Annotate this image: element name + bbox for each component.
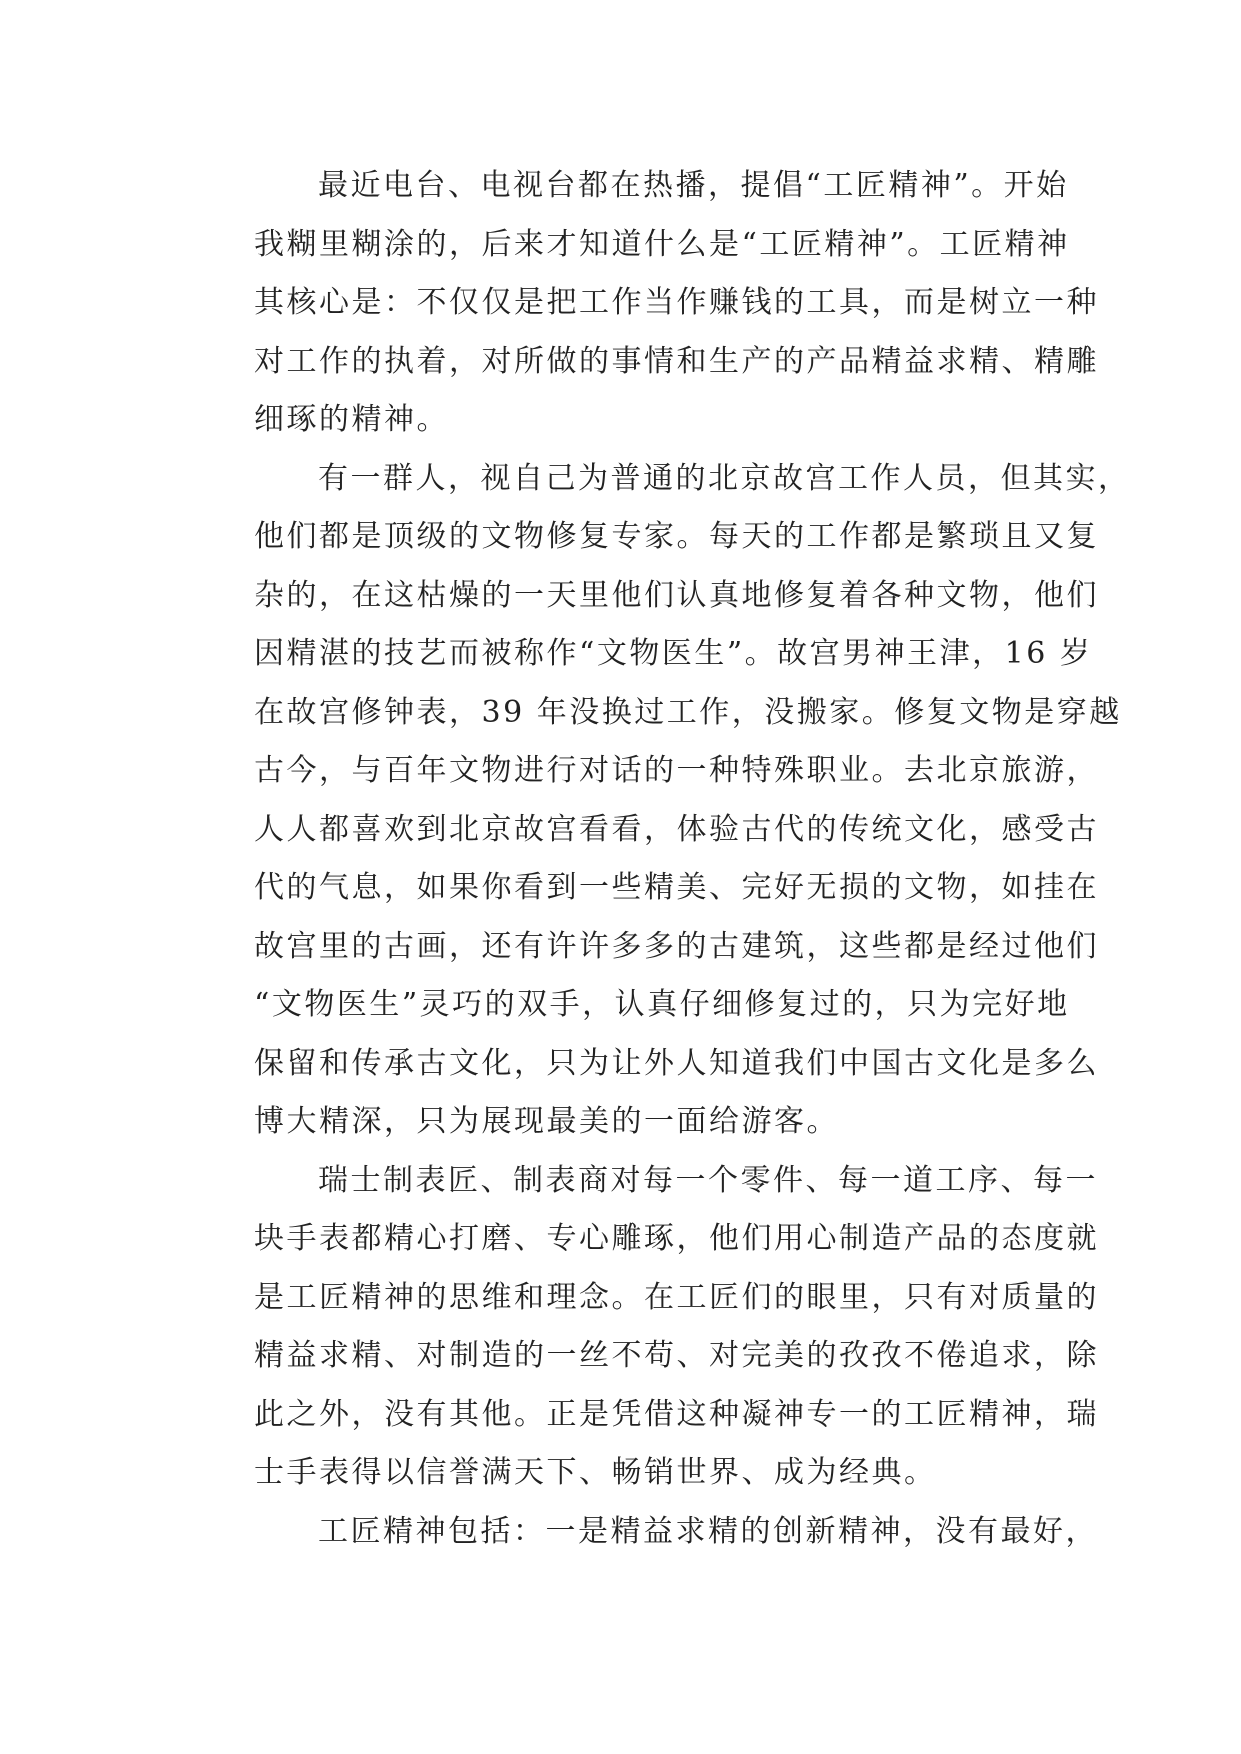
paragraph-1 <box>190 157 1099 450</box>
paragraph-4 <box>190 1503 1098 1562</box>
text-line: 精益求精、对制造的一丝不苟、对完美的孜孜不倦追求，除 <box>254 1338 1099 1373</box>
text-line: “文物医生”灵巧的双手，认真仔细修复过的，只为完好地 <box>254 987 1070 1022</box>
text-line: 人人都喜欢到北京故宫看看，体验古代的传统文化，感受古 <box>254 811 1099 847</box>
text-line: 我糊里糊涂的，后来才知道什么是“工匠精神”。工匠精神 <box>254 226 1070 262</box>
text-line: 最近电台、电视台都在热播，提倡“工匠精神”。开始 <box>318 168 1069 203</box>
text-line: 在故宫修钟表，39 年没换过工作，没搬家。修复文物是穿越 <box>254 694 1122 730</box>
text-line: 细琢的精神。 <box>254 402 449 437</box>
text-line: 杂的，在这枯燥的一天里他们认真地修复着各种文物，他们 <box>254 577 1099 613</box>
text-line: 瑞士制表匠、制表商对每一个零件、每一道工序、每一 <box>318 1162 1098 1198</box>
text-line: 古今，与百年文物进行对话的一种特殊职业。去北京旅游， <box>254 753 1099 788</box>
text-line: 因精湛的技艺而被称作“文物医生”。故宫男神王津，16 岁 <box>254 636 1093 671</box>
text-line: 保留和传承古文化，只为让外人知道我们中国古文化是多么 <box>254 1045 1099 1081</box>
text-line: 士手表得以信誉满天下、畅销世界、成为经典。 <box>254 1455 937 1490</box>
paragraph-3 <box>190 1152 1099 1503</box>
text-line: 是工匠精神的思维和理念。在工匠们的眼里，只有对质量的 <box>254 1279 1099 1315</box>
text-line: 块手表都精心打磨、专心雕琢，他们用心制造产品的态度就 <box>254 1221 1099 1256</box>
text-line: 博大精深，只为展现最美的一面给游客。 <box>254 1104 839 1139</box>
text-line: 对工作的执着，对所做的事情和生产的产品精益求精、精雕 <box>254 343 1099 379</box>
text-line: 他们都是顶级的文物修复专家。每天的工作都是繁琐且又复 <box>254 519 1099 554</box>
text-line: 其核心是：不仅仅是把工作当作赚钱的工具，而是树立一种 <box>254 285 1099 320</box>
paragraph-2 <box>190 450 1131 1152</box>
text-line: 故宫里的古画，还有许许多多的古建筑，这些都是经过他们 <box>254 928 1099 964</box>
text-line: 此之外，没有其他。正是凭借这种凝神专一的工匠精神，瑞 <box>254 1396 1099 1432</box>
text-line: 有一群人，视自己为普通的北京故宫工作人员，但其实， <box>318 460 1131 496</box>
text-line: 代的气息，如果你看到一些精美、完好无损的文物，如挂在 <box>254 870 1099 905</box>
text-line: 工匠精神包括：一是精益求精的创新精神，没有最好， <box>318 1513 1098 1549</box>
document-body <box>190 157 1131 1561</box>
